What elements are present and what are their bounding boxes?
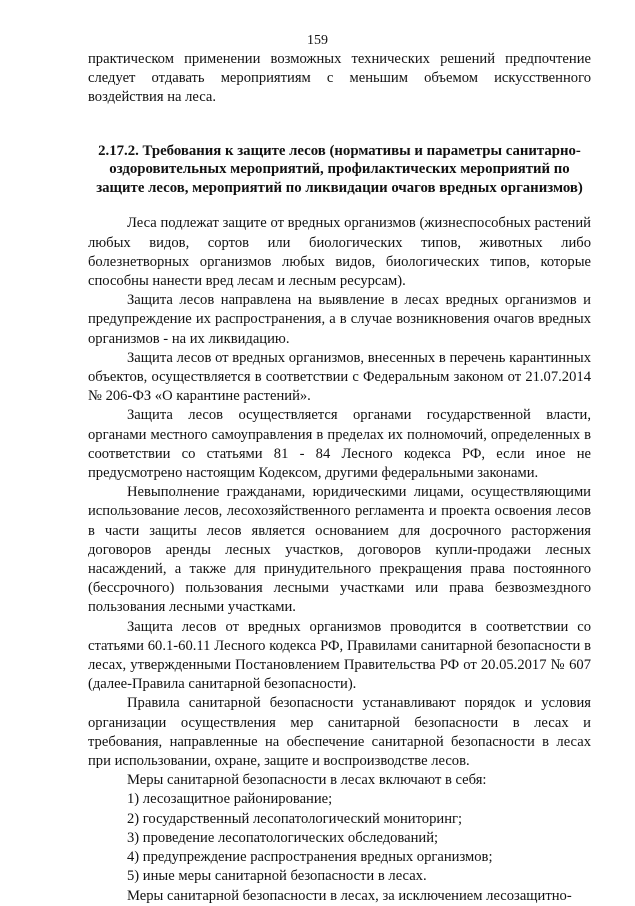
body-paragraph: Защита лесов от вредных организмов, внесенных в перечень карантинных объектов, осуществляется в соответствии с Федеральным законом от 21.07.2014 № 206-ФЗ «О карантине растений».	[88, 349, 591, 405]
list-item: 1) лесозащитное районирование;	[127, 791, 333, 808]
list-item: 3) проведение лесопатологических обследований;	[127, 829, 439, 846]
section-heading: 2.17.2. Требования к защите лесов (нормативы и параметры санитарно-оздоровительных мероприятий, профилактических мероприятий по защите лесов, мероприятий по ликвидации очагов вредных организмов)	[96, 142, 583, 196]
body-paragraph: Защита лесов направлена на выявление в лесах вредных организмов и предупреждение их распространения, а в случае возникновения очагов вредных организмов - на их ликвидацию.	[88, 292, 591, 347]
list-item: 5) иные меры санитарной безопасности в лесах.	[127, 868, 427, 885]
body-paragraph: Невыполнение гражданами, юридическими лицами, осуществляющими использование лесов, лесохозяйственного регламента и проекта освоения лесов в части защиты лесов является основанием для досрочного расторжения договоров аренды лесных участков, договоров купли-продажи лесных насаждений, а также для принудительного прекращения права постоянного (бессрочного) пользования лесными участками или права безвозмездного пользования лесными участками.	[88, 484, 591, 616]
body-paragraph: Леса подлежат защите от вредных организмов (жизнеспособных растений любых видов, сортов или биологических типов, животных либо болезнетворных организмов любых видов, биологических типов, которые способны нанести вред лесам и лесным ресурсам).	[88, 215, 591, 289]
intro-paragraph: практическом применении возможных технических решений предпочтение следует отдавать мероприятиям с меньшим объемом искусственного воздействия на леса.	[88, 51, 591, 106]
body-paragraph: Защита лесов от вредных организмов проводится в соответствии со статьями 60.1-60.11 Лесного кодекса РФ, Правилами санитарной безопасности в лесах, утвержденными Постановлением Правительства РФ от 20.05.2017 № 607 (далее-Правила санитарной безопасности).	[88, 618, 591, 693]
page-number: 159	[307, 33, 328, 48]
list-item: 2) государственный лесопатологический мониторинг;	[127, 810, 463, 827]
page-content	[88, 50, 591, 906]
body-paragraph: Правила санитарной безопасности устанавливают порядок и условия организации осуществления мер санитарной безопасности в лесах и требования, направленные на обеспечение санитарной безопасности в лесах при использовании, охране, защите и воспроизводстве лесов.	[88, 695, 591, 770]
list-item: 4) предупреждение распространения вредных организмов;	[127, 849, 493, 866]
body-paragraph: Меры санитарной безопасности в лесах включают в себя:	[127, 772, 487, 789]
body-paragraph: Защита лесов осуществляется органами государственной власти, органами местного самоуправления в пределах их полномочий, определенных в соответствии со статьями 81 - 84 Лесного кодекса РФ, если иное не предусмотрено настоящим Кодексом, другими федеральными законами.	[88, 407, 591, 482]
closing-paragraph: Меры санитарной безопасности в лесах, за исключением лесозащитно-	[127, 887, 572, 904]
